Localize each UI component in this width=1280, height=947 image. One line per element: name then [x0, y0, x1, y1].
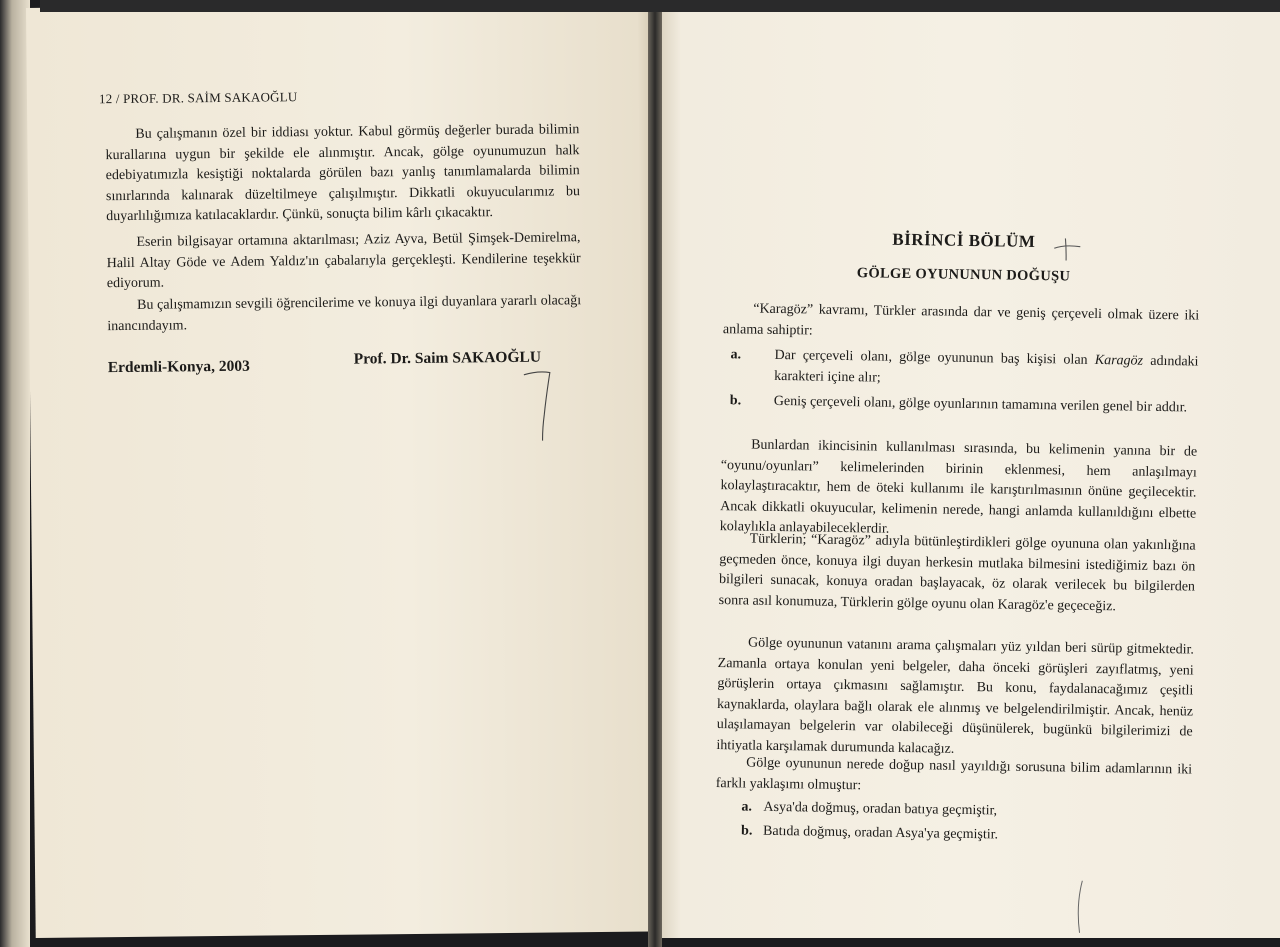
list-text: Asya'da doğmuş, oradan batıya geçmiştir,: [763, 799, 998, 819]
left-paragraph-3: Bu çalışmamızın sevgili öğrencilerime ve konuya ilgi duyanlara yararlı olacağı inancındayım.: [107, 293, 582, 334]
italic-term: Karagöz: [1094, 352, 1144, 369]
list-marker: a.: [730, 347, 742, 363]
intro-paragraph: “Karagöz” kavramı, Türkler arasında dar ve geniş çerçeveli olmak üzere iki anlama sahiptir:: [722, 301, 1200, 339]
body-paragraph-1: Bunlardan ikincisinin kullanılması sırasında, bu kelimenin yanına bir de “oyunu/oyunları” kelimelerinden birinin eklenmesi, hem anlaşılmayı kolaylaştıracaktır, hem de öteki kullanımı ile karıştırılmasının önüne geçilecektir. Ancak dikkatli okuyucular, kelimenin nerede, hangi anlamda kullanıldığını elbette kolaylıkla anlayabileceklerdir.: [719, 437, 1198, 537]
list-marker: b.: [740, 823, 753, 839]
body-paragraph-3: Gölge oyununun vatanını arama çalışmaları yüz yıldan beri sürüp gitmektedir. Zamanla ortaya konulan yeni belgeler, daha önceki görüşleri zayıflatmış, yeni görüşlerin ortaya çıkmasını sağlamıştır. Bu konu, faydalanacağımız çeşitli kaynaklarda, olaylara bağlı olarak ele alınmış ve belgelendirilmiştir. Ancak, henüz ulaşılamayan belgelerin var olabileceği düşünülerek, bugünkü bilgilerimizi de ihtiyatla karşılamak durumunda kalacağız.: [716, 635, 1195, 757]
list-text-before: Dar çerçeveli olanı, gölge oyununun baş kişisi olan: [774, 347, 1095, 368]
section-title: GÖLGE OYUNUNUN DOĞUŞU: [856, 265, 1071, 285]
body-paragraph-4: Gölge oyununun nerede doğup nasıl yayıldığı sorusuna bilim adamlarının iki farklı yaklaşımı olmuştur:: [715, 755, 1193, 793]
left-paragraph-2: Eserin bilgisayar ortamına aktarılması; Aziz Ayva, Betül Şimşek-Demirelma, Halil Altay Göde ve Adem Yaldız'ın çabalarıyla gerçekleşti. Kendilerine teşekkür ediyorum.: [106, 230, 581, 292]
left-page: [26, 1, 666, 938]
pen-mark-plus: [1050, 234, 1086, 265]
book-gutter: [648, 0, 662, 947]
origin-item-a: [741, 797, 1191, 825]
author-signature: Prof. Dr. Saim SAKAOĞLU: [353, 348, 542, 368]
origin-item-b: [741, 821, 1191, 849]
list-item-b: [729, 392, 1198, 420]
top-shadow: [40, 0, 1280, 12]
left-paragraph-1: Bu çalışmanın özel bir iddiası yoktur. Kabul görmüş değerler burada bilimin kurallarına uygun bir şekilde ele alınmıştır. Ancak, gölge oyunumuzun halk edebiyatımızla kesiştiği noktalarda görülen bazı yanlış tanımlamalarda bilimin sınırlarında kalınarak düzeltilmeye çalışılmıştır. Dikkatli okuyucularımız bu duyarlılığımıza katılacaklardır. Çünkü, sonuçta bilim kârlı çıkacaktır.: [105, 122, 581, 225]
list-marker: a.: [741, 799, 753, 815]
chapter-title: BİRİNCİ BÖLÜM: [892, 229, 1036, 251]
pen-mark-stroke: [1071, 877, 1092, 937]
pen-mark-seven: [520, 366, 561, 446]
list-item-a: [730, 346, 1199, 394]
left-book-edge: [0, 0, 30, 947]
right-page: [656, 8, 1280, 938]
list-text-after: adındaki karakteri içine alır;: [774, 353, 1199, 386]
list-marker: b.: [729, 393, 742, 409]
body-paragraph-2: Türklerin; “Karagöz” adıyla bütünleştirdikleri gölge oyununa olan yakınlığına geçmeden önce, konuya ilgi duyan herkesin mutlaka bilmesini istediğimiz bazı ön bilgileri sunacak, konuya oradan başlayacak, öz olarak verilecek bu bilgilerden sonra asıl konumuza, Türklerin gölge oyunu olan Karagöz'e geçeceğiz.: [718, 531, 1196, 614]
place-date: Erdemli-Konya, 2003: [107, 357, 250, 377]
running-head: 12 / PROF. DR. SAİM SAKAOĞLU: [98, 89, 298, 107]
list-text: Batıda doğmuş, oradan Asya'ya geçmiştir.: [762, 823, 999, 843]
list-text: Geniş çerçeveli olanı, gölge oyunlarının tamamına verilen genel bir addır.: [773, 393, 1188, 416]
